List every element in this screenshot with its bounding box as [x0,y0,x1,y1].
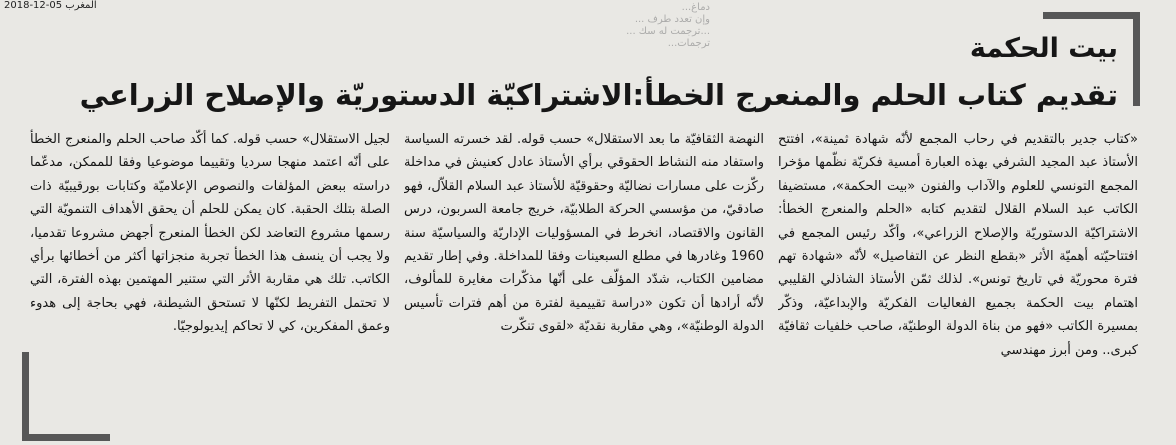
article-column-1 [778,128,1138,428]
section-title: بيت الحكمة [969,33,1118,64]
faint-line: دماغ... [681,2,710,13]
column-text: لجيل الاستقلال» حسب قوله. كما أكّد صاحب الحلم والمنعرج الخطأ على أنّه اعتمد منهجا سرديا وتقييما موضوعيا وفقا للممكن، مدعّما دراسته ببعض المؤلفات والنصوص الإعلاميّة وكتابات بورقيبيّة ذات الصلة بتلك الحقبة. كان يمكن للحلم أن يحقق الأهداف التنمويّة التي رسمها مشروع التعاضد لكن الخطأ المنعرج أجهض مشروعا تقدميا، ولا يجب أن ينسف هذا الخطأ تجربة منجزاتها أكثر من أخطائها برأي الكاتب. تلك هي مقاربة الأثر التي ستنير المهتمين بهذه الفترة، التي لا تحتمل التفريط لكنّها لا تستحق الشيطنة، فهي بحاجة إلى هدوء وعمق المفكرين، كي لا تحاكم إيديولوجيّا. [30,132,390,335]
column-text: النهضة الثقافيّة ما بعد الاستقلال» حسب قوله. لقد خسرته السياسة واستفاد منه النشاط الحقوقي برأي الأستاذ عادل كعنيش في مداخلة ركّزت على مسارات نضاليّة وحقوقيّة للأستاذ عبد السلام القلاّل، فهو صادقيّ، من مؤسسي الحركة الطلابيّة، خريج جامعة السربون، درس القانون والاقتصاد، انخرط في المسؤوليات الإداريّة والسياسيّة سنة 1960 وغادرها في مطلع السبعينات وفقا للمداخلة. وفي إطار تقديم مضامين الكتاب، شدّد المؤلّف على أنّها مذكّرات مغايرة للمألوف، لأنّه أرادها أن تكون «دراسة تقييمية لفترة من أهم فترات تأسيس الدولة الوطنيّة»، وهي مقاربة نقديّة «لقوى تنكّرت [404,132,764,335]
clipping-date: 2018-12-05 المغرب [4,0,97,11]
column-text: «كتاب جدير بالتقديم في رحاب المجمع لأنّه شهادة ثمينة»، افتتح الأستاذ عبد المجيد الشرفي بهذه العبارة أمسية فكريّة نظّمها مؤخرا المجمع التونسي للعلوم والآداب والفنون «بيت الحكمة»، مستضيفا الكاتب عبد السلام القلال لتقديم كتابه «الحلم والمنعرج الخطأ: الاشتراكيّة الدستوريّة والإصلاح الزراعي»، وأكّد رئيس المجمع في افتتاحيّته أهميّة الأثر «بقطع النظر عن التفاصيل» لأنّه «شهادة تهم فترة محوريّة في تاريخ تونس». لذلك ثمّن الأستاذ الشاذلي القليبي اهتمام بيت الحكمة بجميع الفعاليات الفكريّة والإبداعيّة، وذكّر بمسيرة الكاتب «فهو من بناة الدولة الوطنيّة، صاحب خلفيات ثقافيّة كبرى.. ومن أبرز مهندسي [778,132,1138,358]
faint-line: ...ترجمت له سك ... [626,26,710,37]
article-column-3 [30,128,390,428]
article-column-2 [404,128,764,428]
article-headline: تقديم كتاب الحلم والمنعرج الخطأ:الاشتراكيّة الدستوريّة والإصلاح الزراعي [79,78,1118,112]
faint-line: ترجمات... [667,38,710,49]
faint-line: وإن تعدد طرف ... [634,14,710,25]
